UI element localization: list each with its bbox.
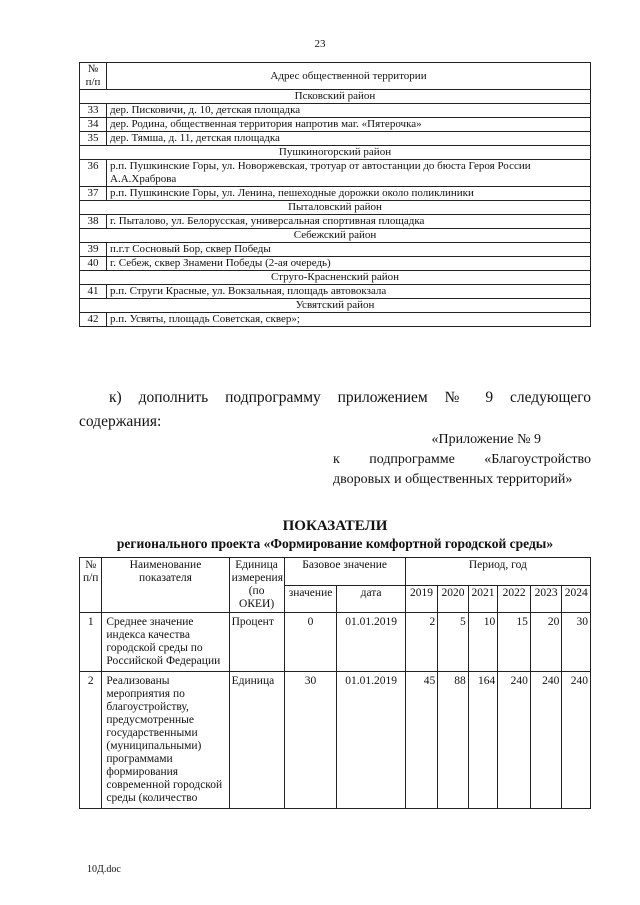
row-number: 2 bbox=[80, 672, 102, 809]
year-value: 5 bbox=[438, 613, 469, 672]
year-value: 164 bbox=[468, 672, 498, 809]
year-value: 20 bbox=[530, 613, 562, 672]
row-number: 1 bbox=[80, 613, 102, 672]
row-address: г. Себеж, сквер Знамени Победы (2-ая очередь) bbox=[107, 257, 591, 271]
row-address: р.п. Пушкинские Горы, ул. Новоржевская, тротуар от автостанции до бюста Героя России А.А.Храброва bbox=[107, 160, 591, 187]
indicators-table bbox=[79, 557, 591, 809]
row-number: 42 bbox=[80, 313, 107, 327]
row-address: дер. Писковичи, д. 10, детская площадка bbox=[107, 104, 591, 118]
row-number: 41 bbox=[80, 285, 107, 299]
district-name: Псковский район bbox=[80, 90, 591, 104]
paragraph-line-2: содержания: bbox=[79, 413, 162, 430]
year-value: 10 bbox=[468, 613, 498, 672]
indicator-name: Реализованы мероприятия по благоустройству, предусмотренные государственными (муниципальными) программами формирования современной городской среды (количество bbox=[102, 672, 229, 809]
district-name: Себежский район bbox=[80, 229, 591, 243]
base-value: 0 bbox=[284, 613, 337, 672]
header-num: № п/п bbox=[80, 558, 102, 613]
header-period: Период, год bbox=[405, 558, 590, 586]
district-row bbox=[80, 271, 591, 285]
row-number: 35 bbox=[80, 132, 107, 146]
row-address: г. Пыталово, ул. Белорусская, универсальная спортивная площадка bbox=[107, 215, 591, 229]
page-number: 23 bbox=[314, 38, 326, 50]
paragraph-line-1: к) дополнить подпрограмму приложением № 9 следующего bbox=[109, 389, 591, 406]
table-row bbox=[80, 313, 591, 327]
header-name: Наименование показателя bbox=[102, 558, 229, 613]
appendix-line-3: дворовых и общественных территорий» bbox=[333, 472, 573, 487]
district-row bbox=[80, 146, 591, 160]
row-number: 33 bbox=[80, 104, 107, 118]
table-row bbox=[80, 104, 591, 118]
appendix-line-2: к подпрограмме «Благоустройство bbox=[333, 452, 591, 467]
year-value: 2 bbox=[405, 613, 438, 672]
appendix-line-1: «Приложение № 9 bbox=[431, 432, 541, 447]
header-year: 2021 bbox=[468, 585, 498, 613]
table-row bbox=[80, 285, 591, 299]
district-row bbox=[80, 229, 591, 243]
header-year: 2020 bbox=[438, 585, 469, 613]
base-value: 30 bbox=[284, 672, 337, 809]
header-num: № п/п bbox=[80, 63, 107, 90]
row-address: р.п. Пушкинские Горы, ул. Ленина, пешеходные дорожки около поликлиники bbox=[107, 187, 591, 201]
header-year: 2024 bbox=[562, 585, 591, 613]
address-table bbox=[79, 62, 591, 327]
table-row bbox=[80, 243, 591, 257]
page-title: ПОКАЗАТЕЛИ bbox=[282, 518, 388, 534]
year-value: 240 bbox=[498, 672, 531, 809]
district-name: Пыталовский район bbox=[80, 201, 591, 215]
header-base-value: значение bbox=[284, 585, 337, 613]
year-value: 240 bbox=[562, 672, 591, 809]
indicator-name: Среднее значение индекса качества городской среды по Российской Федерации bbox=[102, 613, 229, 672]
row-number: 34 bbox=[80, 118, 107, 132]
table-row bbox=[80, 672, 591, 809]
year-value: 45 bbox=[405, 672, 438, 809]
header-year: 2019 bbox=[405, 585, 438, 613]
appendix-heading bbox=[333, 430, 591, 490]
base-date: 01.01.2019 bbox=[337, 672, 405, 809]
row-address: р.п. Усвяты, площадь Советская, сквер»; bbox=[107, 313, 591, 327]
year-value: 88 bbox=[438, 672, 469, 809]
header-base-date: дата bbox=[337, 585, 405, 613]
base-date: 01.01.2019 bbox=[337, 613, 405, 672]
table-row bbox=[80, 132, 591, 146]
district-row bbox=[80, 90, 591, 104]
row-address: п.г.т Сосновый Бор, сквер Победы bbox=[107, 243, 591, 257]
paragraph-k bbox=[79, 386, 591, 434]
address-table-header bbox=[80, 63, 591, 90]
district-name: Усвятский район bbox=[80, 299, 591, 313]
year-value: 30 bbox=[562, 613, 591, 672]
year-value: 240 bbox=[530, 672, 562, 809]
header-address: Адрес общественной территории bbox=[107, 63, 591, 90]
row-address: дер. Родина, общественная территория напротив маг. «Пятерочка» bbox=[107, 118, 591, 132]
table-row bbox=[80, 215, 591, 229]
row-number: 38 bbox=[80, 215, 107, 229]
table-row bbox=[80, 118, 591, 132]
indicators-header-row-1 bbox=[80, 558, 591, 586]
district-row bbox=[80, 201, 591, 215]
district-name: Струго-Красненский район bbox=[80, 271, 591, 285]
district-name: Пушкиногорский район bbox=[80, 146, 591, 160]
row-number: 39 bbox=[80, 243, 107, 257]
row-address: дер. Тямша, д. 11, детская площадка bbox=[107, 132, 591, 146]
table-row bbox=[80, 613, 591, 672]
header-year: 2022 bbox=[498, 585, 531, 613]
indicator-unit: Процент bbox=[229, 613, 284, 672]
footer-filename: 10Д.doc bbox=[87, 864, 121, 875]
row-number: 37 bbox=[80, 187, 107, 201]
row-number: 40 bbox=[80, 257, 107, 271]
year-value: 15 bbox=[498, 613, 531, 672]
table-row bbox=[80, 160, 591, 187]
table-row bbox=[80, 187, 591, 201]
header-unit: Единица измерения (по ОКЕИ) bbox=[229, 558, 284, 613]
page-subtitle: регионального проекта «Формирование комфортной городской среды» bbox=[116, 536, 554, 551]
district-row bbox=[80, 299, 591, 313]
row-address: р.п. Струги Красные, ул. Вокзальная, площадь автовокзала bbox=[107, 285, 591, 299]
row-number: 36 bbox=[80, 160, 107, 187]
header-base: Базовое значение bbox=[284, 558, 405, 586]
table-row bbox=[80, 257, 591, 271]
indicator-unit: Единица bbox=[229, 672, 284, 809]
header-year: 2023 bbox=[530, 585, 562, 613]
